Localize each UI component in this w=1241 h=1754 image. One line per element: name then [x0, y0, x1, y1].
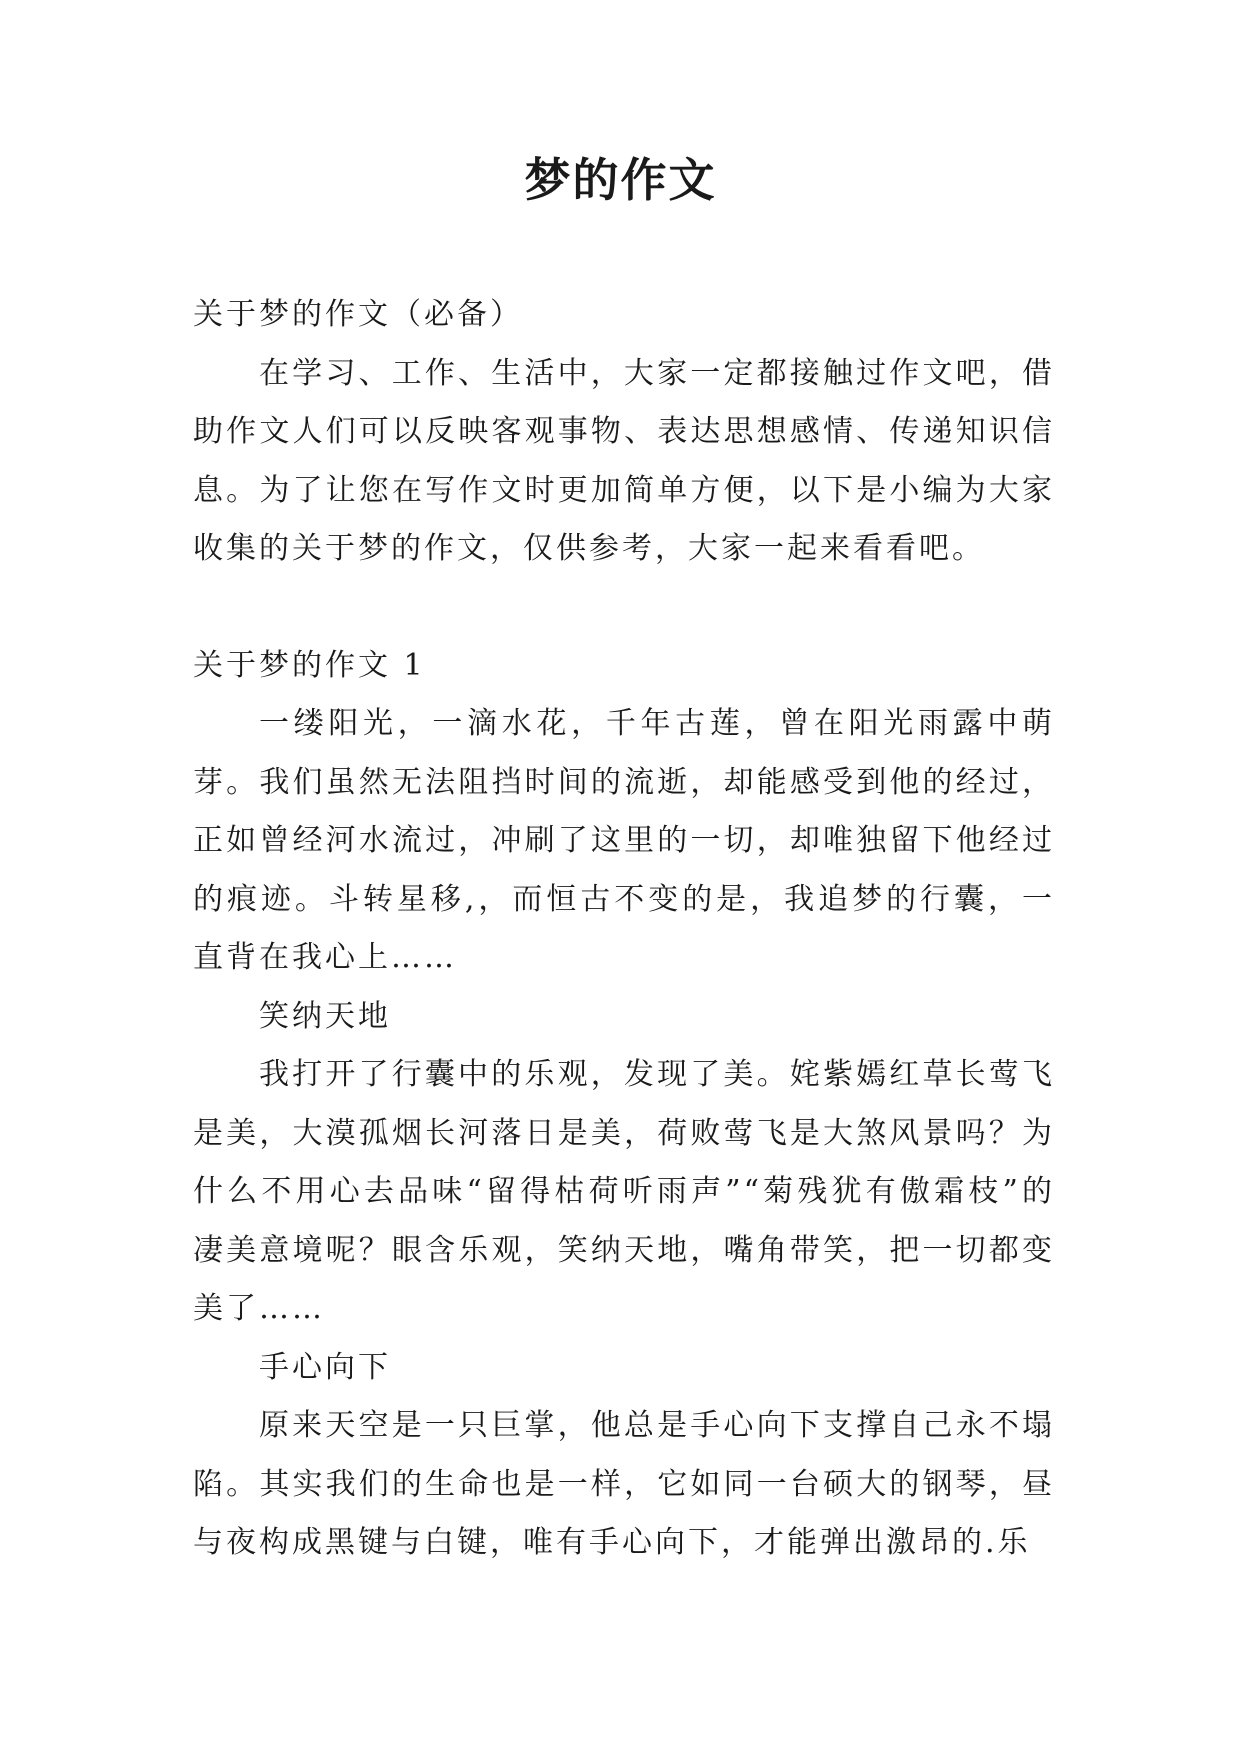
intro-heading: 关于梦的作文（必备）	[193, 297, 523, 332]
essay-subheading: 笑纳天地	[259, 998, 391, 1034]
essay-paragraph: 一缕阳光，一滴水花，千年古莲，曾在阳光雨露中萌芽。我们虽然无法阻挡时间的流逝，却能感受到他的经过，正如曾经河水流过，冲刷了这里的一切，却唯独留下他经过的痕迹。斗转星移,，而恒古不变的是，我追梦的行囊，一直背在我心上……	[193, 706, 1055, 975]
essay-paragraph: 我打开了行囊中的乐观，发现了美。姹紫嫣红草长莺飞是美，大漠孤烟长河落日是美，荷败莺飞是大煞风景吗？为什么不用心去品味“留得枯荷听雨声”“菊残犹有傲霜枝”的凄美意境呢？眼含乐观，笑纳天地，嘴角带笑，把一切都变美了……	[193, 1057, 1055, 1326]
intro-paragraph: 在学习、工作、生活中，大家一定都接触过作文吧，借助作文人们可以反映客观事物、表达思想感情、传递知识信息。为了让您在写作文时更加简单方便，以下是小编为大家收集的关于梦的作文，仅供参考，大家一起来看看吧。	[193, 355, 1055, 566]
section-gap	[193, 579, 1055, 637]
document-title: 梦的作文	[524, 153, 717, 207]
essay-paragraph: 原来天空是一只巨掌，他总是手心向下支撑自己永不塌陷。其实我们的生命也是一样，它如同一台硕大的钢琴，昼与夜构成黑键与白键，唯有手心向下，才能弹出激昂的.乐	[193, 1408, 1055, 1560]
essay-heading: 关于梦的作文 1	[193, 647, 426, 683]
essay-subheading: 手心向下	[259, 1349, 391, 1385]
document-body	[193, 286, 1055, 1573]
